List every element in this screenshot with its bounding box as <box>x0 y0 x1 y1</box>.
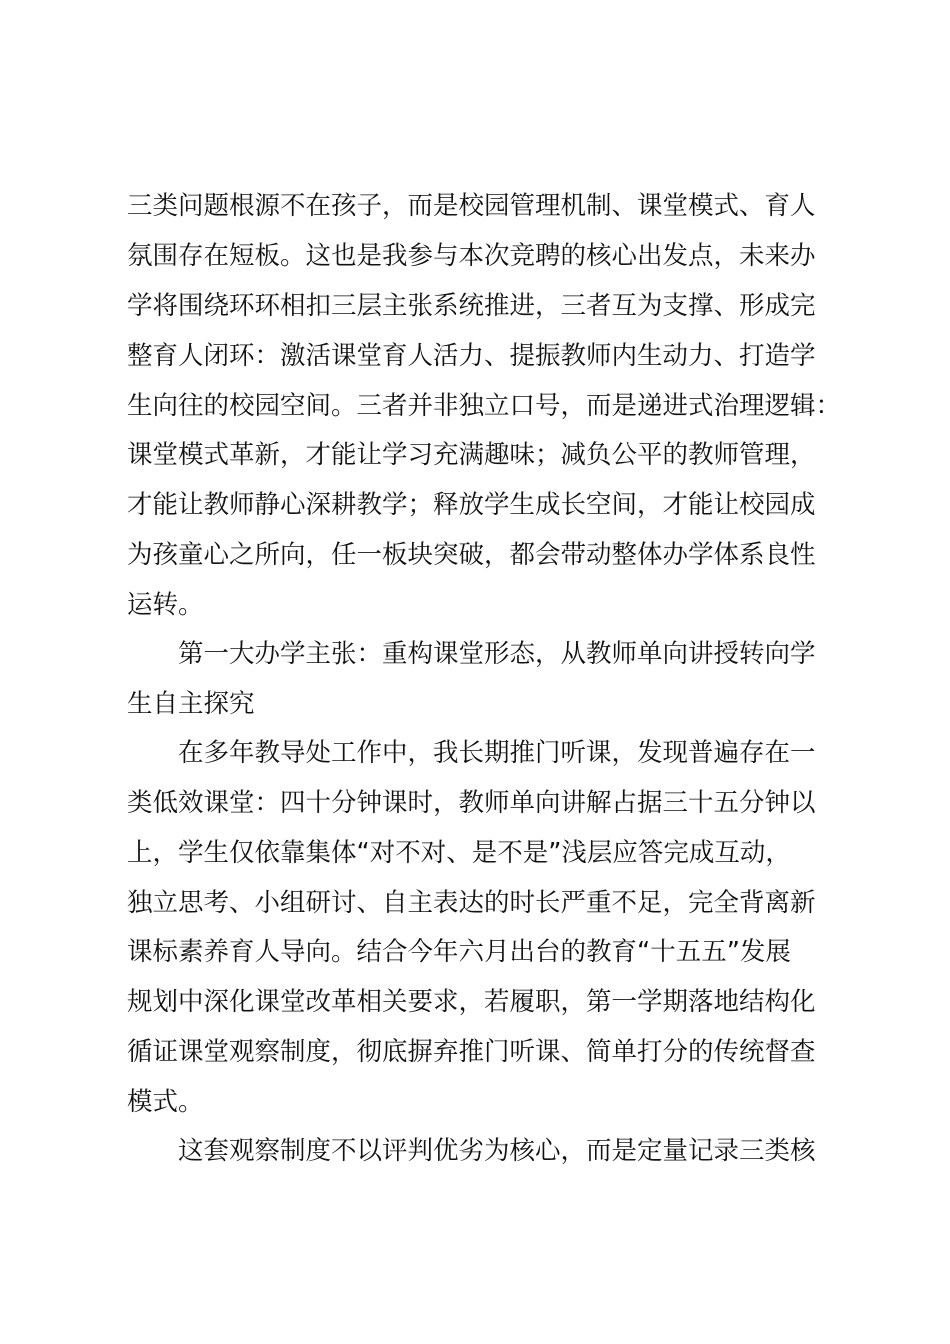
text-line: 课堂模式革新，才能让学习充满趣味；减负公平的教师管理， <box>127 440 816 470</box>
text-line: 这套观察制度不以评判优劣为核心，而是定量记录三类核 <box>178 1136 816 1166</box>
text-line: 学将围绕环环相扣三层主张系统推进，三者互为支撑、形成完 <box>127 291 816 321</box>
section-heading-line: 生自主探究 <box>127 689 255 719</box>
text-line: 上，学生仅依靠集体“对不对、是不是”浅层应答完成互动， <box>127 838 791 868</box>
text-line: 为孩童心之所向，任一板块突破，都会带动整体办学体系良性 <box>127 540 816 570</box>
text-line: 氛围存在短板。这也是我参与本次竞聘的核心出发点，未来办 <box>127 241 816 271</box>
text-line: 循证课堂观察制度，彻底摒弃推门听课、简单打分的传统督查 <box>127 1037 816 1067</box>
section-heading-line: 第一大办学主张：重构课堂形态，从教师单向讲授转向学 <box>178 639 816 669</box>
text-line: 才能让教师静心深耕教学；释放学生成长空间，才能让校园成 <box>127 490 816 520</box>
text-line: 独立思考、小组研讨、自主表达的时长严重不足，完全背离新 <box>127 888 816 918</box>
text-line: 类低效课堂：四十分钟课时，教师单向讲解占据三十五分钟以 <box>127 788 816 818</box>
text-line: 在多年教导处工作中，我长期推门听课，发现普遍存在一 <box>178 738 816 768</box>
text-line: 运转。 <box>127 590 204 620</box>
text-line: 课标素养育人导向。结合今年六月出台的教育“十五五”发展 <box>127 937 791 967</box>
text-line: 模式。 <box>127 1087 204 1117</box>
text-line: 整育人闭环：激活课堂育人活力、提振教师内生动力、打造学 <box>127 341 816 371</box>
text-line: 三类问题根源不在孩子，而是校园管理机制、课堂模式、育人 <box>127 191 816 221</box>
text-line: 规划中深化课堂改革相关要求，若履职，第一学期落地结构化 <box>127 987 816 1017</box>
text-line: 生向往的校园空间。三者并非独立口号，而是递进式治理逻辑： <box>127 391 842 421</box>
